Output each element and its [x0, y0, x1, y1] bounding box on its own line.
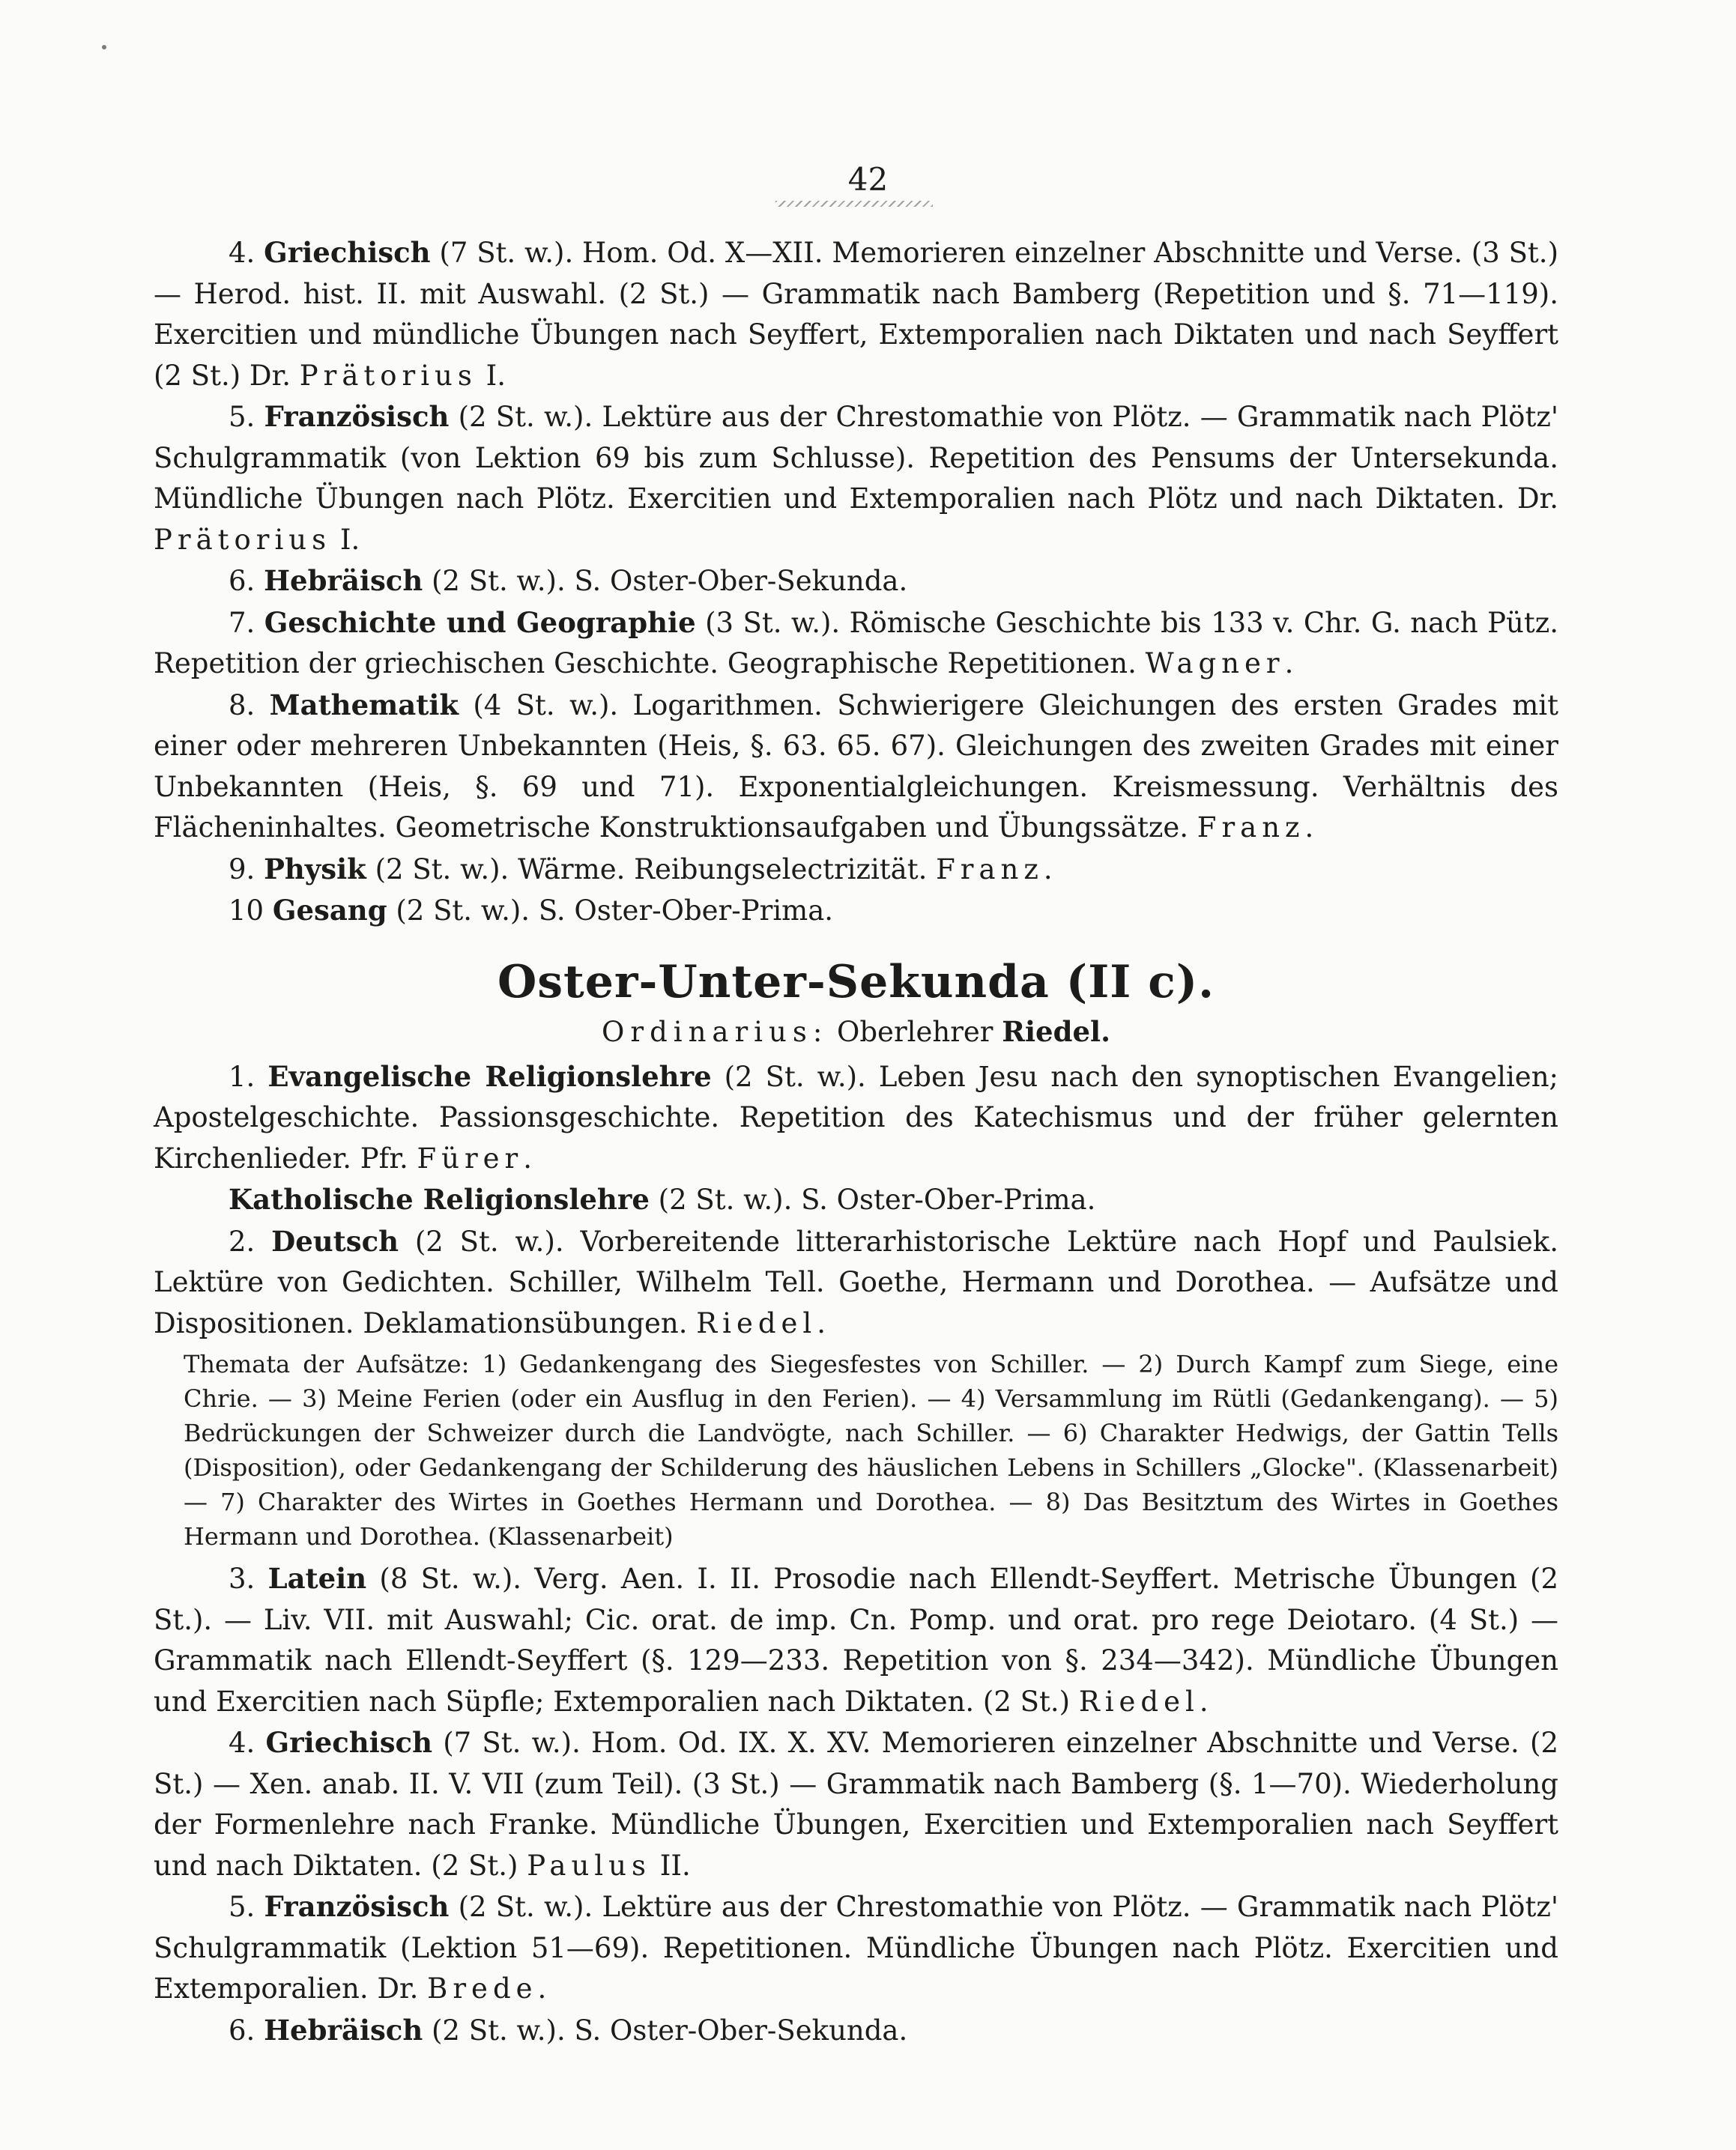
curriculum-item — [154, 890, 1558, 932]
item-text: (2 St. w.). S. Oster-Ober-Sekunda. — [423, 2014, 908, 2047]
curriculum-item — [154, 1558, 1558, 1722]
item-text: (8 St. w.). Verg. Aen. I. II. Prosodie nach Ellendt-Seyffert. Metrische Übungen (2 St.). — Liv. VII. mit Auswahl; Cic. orat. de imp. Cn. Pomp. und orat. pro rege Deiotaro. (4 St.) — Grammatik nach Ellendt-Seyffert (§. 129—233. Repetition von §. 234—342). Mündliche Übungen und Exercitien nach Süpfle; Extemporalien nach Diktaten. (2 St.) — [154, 1563, 1558, 1718]
item-number: 4. — [229, 1727, 255, 1759]
item-number: 1. — [229, 1060, 255, 1093]
curriculum-list-part2 — [154, 1056, 1558, 1345]
curriculum-item — [154, 685, 1558, 849]
item-number: 10 — [229, 894, 264, 927]
item-subject: Katholische Religionslehre — [229, 1183, 650, 1216]
item-number: 5. — [229, 401, 255, 433]
item-subject: Latein — [267, 1562, 367, 1595]
item-subject: Französisch — [264, 1890, 450, 1923]
curriculum-item — [154, 1056, 1558, 1180]
item-teacher: Brede — [427, 1972, 538, 2005]
ordinarius-title: Oberlehrer — [828, 1016, 1002, 1048]
item-subject: Physik — [264, 852, 366, 885]
curriculum-item — [154, 1886, 1558, 2010]
item-text: (2 St. w.). S. Oster-Ober-Prima. — [387, 894, 834, 927]
item-number: 9. — [229, 853, 255, 885]
item-text: (2 St. w.). Vorbereitende litterarhistorische Lektüre nach Hopf und Paulsiek. Lektüre von Gedichten. Schiller, Wilhelm Tell. Goethe, Hermann und Dorothea. — Aufsätze und Dispositionen. Deklamationsübungen. — [154, 1225, 1558, 1339]
ordinarius-label: Ordinarius: — [602, 1016, 829, 1048]
item-subject: Griechisch — [264, 236, 431, 269]
curriculum-item — [154, 1179, 1558, 1221]
curriculum-item — [154, 602, 1558, 685]
item-subject: Französisch — [264, 400, 450, 433]
item-text: (2 St. w.). Wärme. Reibungselectrizität. — [366, 853, 937, 885]
item-tail: . — [1199, 1685, 1209, 1718]
item-number: 5. — [229, 1891, 255, 1923]
curriculum-list-part1 — [154, 232, 1558, 932]
curriculum-item — [154, 1221, 1558, 1345]
item-text: (4 St. w.). Logarithmen. Schwierigere Gleichungen des ersten Grades mit einer oder mehreren Unbekannten (Heis, §. 63. 65. 67). Gleichungen des zweiten Grades mit einer Unbekannten (Heis, §. 69 und 71). Exponentialgleichungen. Kreismessung. Verhältnis des Flächeninhaltes. Geometrische Konstruktionsaufgaben und Übungssätze. — [154, 688, 1558, 844]
item-number: 4. — [229, 237, 255, 269]
item-number: 7. — [229, 606, 255, 639]
curriculum-item — [154, 849, 1558, 891]
ordinarius-surname: Riedel. — [1002, 1015, 1110, 1048]
item-tail: . — [1043, 853, 1053, 885]
item-subject: Griechisch — [265, 1726, 432, 1759]
item-teacher: Riedel — [1078, 1685, 1200, 1718]
item-subject: Evangelische Religionslehre — [267, 1059, 712, 1093]
item-teacher: Fürer — [417, 1142, 524, 1175]
curriculum-item — [154, 560, 1558, 602]
item-text: (7 St. w.). Hom. Od. IX. X. XV. Memorieren einzelner Abschnitte und Verse. (2 St.) — Xen. anab. II. V. VII (zum Teil). (3 St.) — Grammatik nach Bamberg (§. 1—70). Wiederholung der Formenlehre nach Franke. Mündliche Übungen, Exercitien und Extemporalien nach Seyffert und nach Diktaten. (2 St.) — [154, 1727, 1558, 1882]
item-teacher: Paulus — [527, 1849, 651, 1882]
item-number: 2. — [229, 1225, 255, 1258]
item-tail: . — [1304, 811, 1314, 844]
curriculum-list-part3 — [154, 1558, 1558, 2051]
item-text: (2 St. w.). S. Oster-Ober-Prima. — [649, 1184, 1096, 1216]
item-teacher: Wagner — [1145, 647, 1285, 679]
item-tail: . — [523, 1142, 533, 1175]
item-tail: I. — [477, 359, 506, 392]
item-tail: . — [537, 1972, 547, 2005]
item-number: 6. — [229, 2014, 255, 2047]
item-subject: Hebräisch — [264, 2013, 423, 2047]
section-title: Oster-Unter-Sekunda (II c). — [497, 955, 1215, 1008]
item-teacher: Riedel — [696, 1306, 817, 1339]
item-number: 6. — [229, 565, 255, 597]
item-tail: II. — [650, 1849, 691, 1882]
item-subject: Gesang — [272, 894, 387, 927]
curriculum-item — [154, 2010, 1558, 2052]
item-number: 8. — [229, 688, 255, 721]
item-tail: I. — [331, 523, 360, 556]
speck-mark — [102, 45, 106, 49]
item-text: (2 St. w.). Lektüre aus der Chrestomathie von Plötz. — Grammatik nach Plötz' Schulgrammatik (Lektion 51—69). Repetitionen. Mündliche Übungen nach Plötz. Exercitien und Extemporalien. Dr. — [154, 1891, 1558, 2005]
curriculum-item — [154, 396, 1558, 560]
item-text: (2 St. w.). S. Oster-Ober-Sekunda. — [423, 565, 908, 597]
item-subject: Deutsch — [271, 1224, 399, 1258]
item-subject: Mathematik — [269, 688, 459, 721]
item-text: (2 St. w.). Leben Jesu nach den synoptischen Evangelien; Apostelgeschichte. Passionsgeschichte. Repetition des Katechismus und der früher gelernten Kirchenlieder. Pfr. — [154, 1060, 1558, 1175]
curriculum-item — [154, 232, 1558, 396]
essay-topics: Themata der Aufsätze: 1) Gedankengang des Siegesfestes von Schiller. — 2) Durch Kampf zum Siege, eine Chrie. — 3) Meine Ferien (oder ein Ausflug in den Ferien). — 4) Versammlung im Rütli (Gedankengang). — 5) Bedrückungen der Schweizer durch die Landvögte, nach Schiller. — 6) Charakter Hedwigs, der Gattin Tells (Disposition), oder Gedankengang der Schilderung des häuslichen Lebens in Schillers „Glocke". (Klassenarbeit) — 7) Charakter des Wirtes in Goethes Hermann und Dorothea. — 8) Das Besitztum des Wirtes in Goethes Hermann und Dorothea. (Klassenarbeit) — [184, 1350, 1558, 1551]
ordinarius-line — [154, 1011, 1558, 1053]
page-number: 42 — [847, 161, 889, 198]
page-content — [154, 232, 1558, 2051]
item-teacher: Prätorius — [154, 523, 332, 556]
item-subject: Hebräisch — [264, 564, 423, 597]
item-tail: . — [1284, 647, 1294, 679]
item-subject: Geschichte und Geographie — [264, 605, 696, 639]
item-text: (7 St. w.). Hom. Od. X—XII. Memorieren einzelner Abschnitte und Verse. (3 St.) — Herod. hist. II. mit Auswahl. (2 St.) — Grammatik nach Bamberg (Repetition und §. 71—119). Exercitien und mündliche Übungen nach Seyffert, Extemporalien nach Diktaten und nach Seyffert (2 St.) Dr. — [154, 237, 1559, 392]
page-number-ornament — [775, 201, 933, 207]
item-number: 3. — [229, 1563, 255, 1595]
item-teacher: Prätorius — [299, 359, 477, 392]
item-teacher: Franz — [936, 853, 1044, 885]
item-text: (2 St. w.). Lektüre aus der Chrestomathie von Plötz. — Grammatik nach Plötz' Schulgrammatik (von Lektion 69 bis zum Schlusse). Repetition des Pensums der Untersekunda. Mündliche Übungen nach Plötz. Exercitien und Extemporalien nach Plötz und nach Diktaten. Dr. — [154, 401, 1558, 515]
curriculum-item — [154, 1722, 1558, 1886]
item-teacher: Franz — [1197, 811, 1305, 844]
item-tail: . — [817, 1306, 826, 1339]
item-text: (3 St. w.). Römische Geschichte bis 133 v. Chr. G. nach Pütz. Repetition der griechischen Geschichte. Geographische Repetitionen. — [154, 606, 1559, 679]
